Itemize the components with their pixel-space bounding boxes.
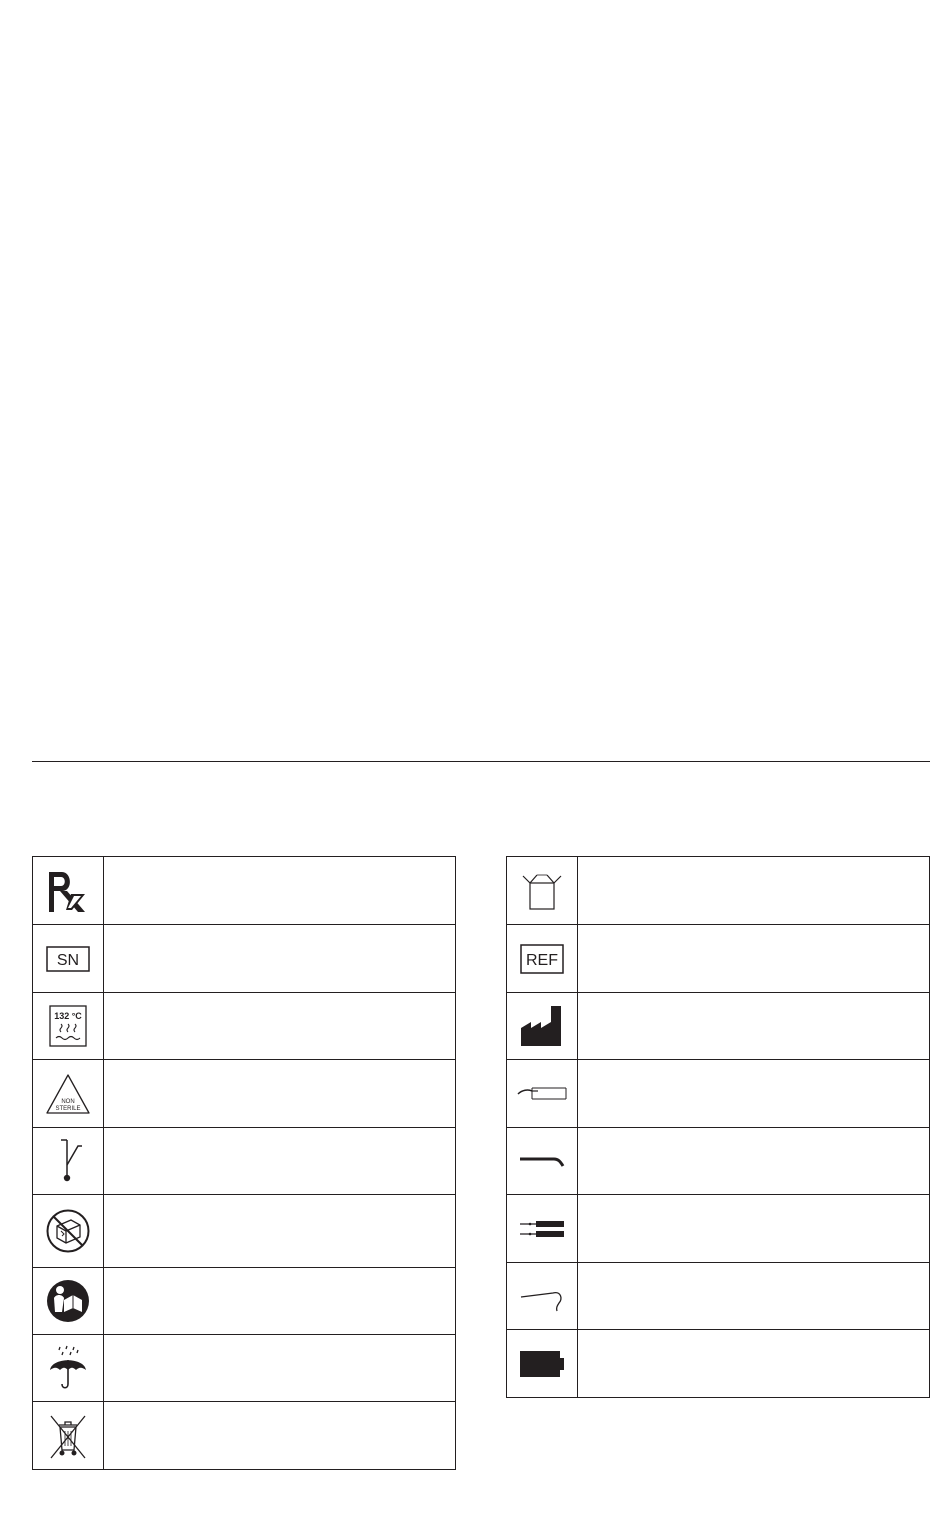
symbol-description <box>578 1128 930 1195</box>
symbol-icon-cell <box>507 857 578 925</box>
symbol-icon-cell <box>33 1268 104 1335</box>
symbol-row <box>33 1335 456 1402</box>
symbol-icon-cell <box>33 1128 104 1195</box>
symbol-icon-cell <box>507 1263 578 1330</box>
symbol-description <box>104 1060 456 1128</box>
symbol-description <box>578 857 930 925</box>
symbol-icon-cell <box>33 993 104 1060</box>
symbol-row <box>33 1268 456 1335</box>
symbol-row <box>507 857 930 925</box>
symbol-row <box>33 1060 456 1128</box>
symbol-row <box>507 925 930 993</box>
reference-number-label: REF <box>526 951 558 969</box>
symbol-description <box>104 993 456 1060</box>
symbol-table-right <box>506 856 930 1398</box>
symbol-icon-cell <box>507 1330 578 1398</box>
symbol-description <box>104 857 456 925</box>
symbol-icon-cell <box>507 925 578 993</box>
weee-disposal-icon <box>47 1412 89 1460</box>
symbol-row <box>507 1195 930 1263</box>
rx-prescription-icon <box>45 868 91 914</box>
steam-sterilization-icon <box>48 1004 88 1048</box>
symbol-description <box>578 993 930 1060</box>
temperature-limit-icon <box>53 1138 83 1184</box>
do-not-use-if-damaged-icon <box>45 1208 91 1254</box>
symbol-row <box>507 1330 930 1398</box>
symbol-icon-cell <box>33 1402 104 1470</box>
knife-electrode-icon <box>516 1082 568 1106</box>
bent-electrode-icon <box>518 1151 566 1171</box>
symbol-icon-cell <box>507 1128 578 1195</box>
non-sterile-icon <box>45 1073 91 1115</box>
symbol-row <box>507 1128 930 1195</box>
serial-number-icon <box>46 945 90 973</box>
symbol-description <box>578 925 930 993</box>
battery-icon <box>519 1349 565 1379</box>
symbol-description <box>578 1195 930 1263</box>
open-box-contents-icon <box>520 871 564 911</box>
sterilization-temp-label: 132 °C <box>54 1011 82 1021</box>
symbol-description <box>104 925 456 993</box>
symbol-description <box>104 1195 456 1268</box>
symbol-row <box>33 1195 456 1268</box>
symbol-icon-cell <box>33 1335 104 1402</box>
symbol-icon-cell <box>33 1060 104 1128</box>
symbol-icon-cell <box>507 1195 578 1263</box>
serial-number-label: SN <box>56 951 80 969</box>
consult-instructions-icon <box>46 1279 90 1323</box>
symbol-row <box>507 993 930 1060</box>
bipolar-cable-icon <box>518 1217 566 1241</box>
section-divider <box>32 761 930 762</box>
symbol-description <box>104 1268 456 1335</box>
symbol-description <box>578 1263 930 1330</box>
symbol-icon-cell <box>33 925 104 993</box>
symbol-row <box>33 1128 456 1195</box>
symbol-row <box>33 993 456 1060</box>
non-sterile-label: NON STERILE <box>55 1098 81 1112</box>
reference-number-icon <box>520 944 564 974</box>
symbol-description <box>104 1128 456 1195</box>
symbol-icon-cell <box>33 1195 104 1268</box>
symbol-description <box>578 1060 930 1128</box>
symbol-description <box>104 1335 456 1402</box>
symbol-icon-cell <box>33 857 104 925</box>
symbol-row <box>33 1402 456 1470</box>
symbol-row <box>507 1060 930 1128</box>
manufacturer-icon <box>519 1004 565 1048</box>
symbol-row <box>507 1263 930 1330</box>
symbol-row <box>33 857 456 925</box>
hook-electrode-icon <box>519 1279 565 1313</box>
symbol-description <box>104 1402 456 1470</box>
symbol-icon-cell <box>507 1060 578 1128</box>
symbol-row <box>33 925 456 993</box>
symbol-icon-cell <box>507 993 578 1060</box>
symbol-description <box>578 1330 930 1398</box>
keep-dry-icon <box>46 1344 90 1392</box>
symbol-table-left <box>32 856 456 1470</box>
